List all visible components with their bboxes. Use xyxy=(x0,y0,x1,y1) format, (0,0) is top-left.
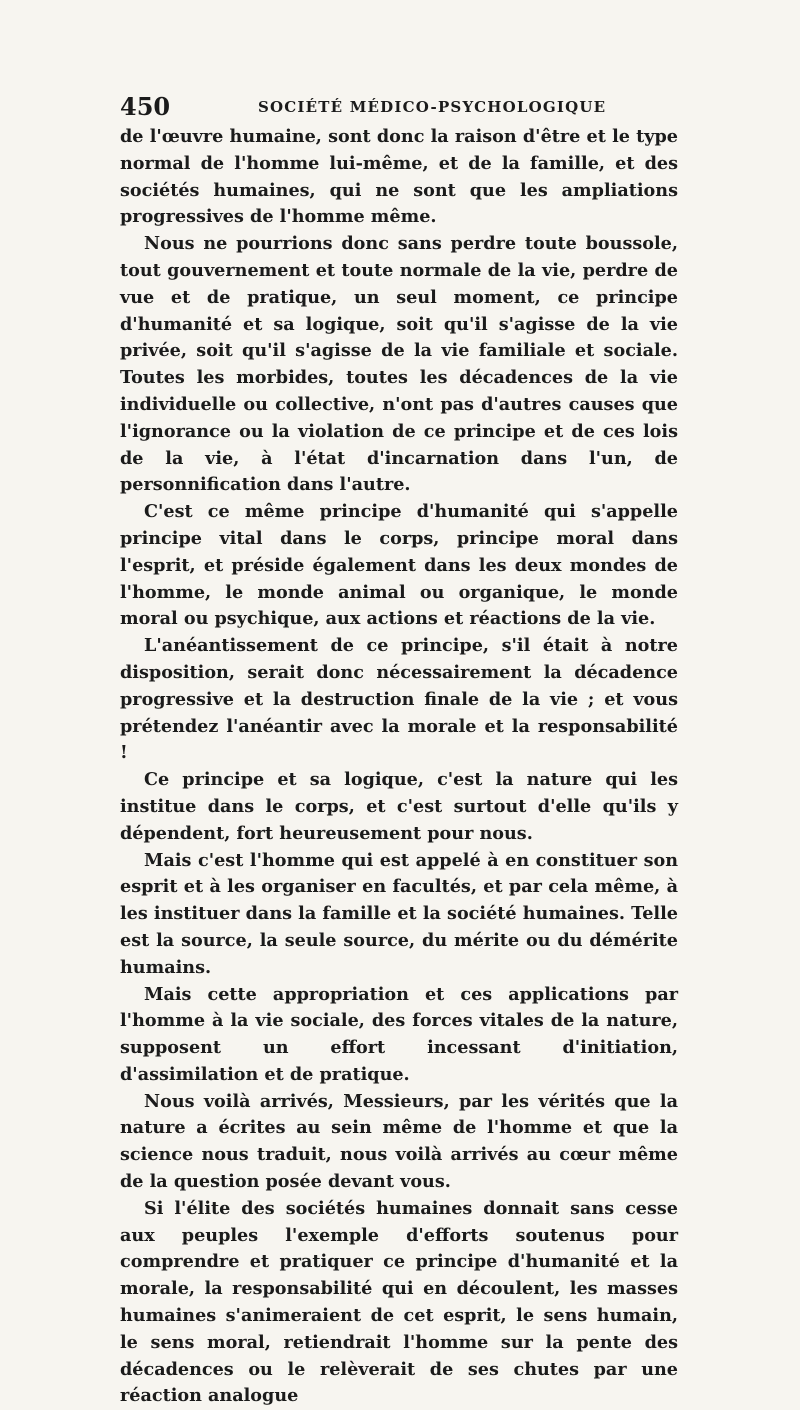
paragraph-4: L'anéantissement de ce principe, s'il était à notre disposition, serait donc nécessairement la décadence progressive et la destruction finale de la vie ; et vous prétendez l'anéantir avec la morale et la responsabilité ! xyxy=(120,635,678,764)
paragraph-7: Mais cette appropriation et ces applications par l'homme à la vie sociale, des forces vitales de la nature, supposent un effort incessant d'initiation, d'assimilation et de pratique. xyxy=(120,983,678,1085)
paragraph-5: Ce principe et sa logique, c'est la nature qui les institue dans le corps, et c'est surtout d'elle qu'ils y dépendent, fort heureusement pour nous. xyxy=(120,769,678,844)
paragraph-8: Nous voilà arrivés, Messieurs, par les vérités que la nature a écrites au sein même de l'homme et que la science nous traduit, nous voilà arrivés au cœur même de la question posée devant vous. xyxy=(120,1090,678,1193)
body-text xyxy=(120,124,678,1410)
running-title: SOCIÉTÉ MÉDICO-PSYCHOLOGIQUE xyxy=(258,98,607,116)
paragraph-9: Si l'élite des sociétés humaines donnait sans cesse aux peuples l'exemple d'efforts soutenus pour comprendre et pratiquer ce principe d'humanité et la morale, la responsabilité qui en découlent, les masses humaines s'animeraient de cet esprit, le sens humain, le sens moral, retiendrait l'homme sur la pente des décadences ou le relèverait de ses chutes par une réaction analogue xyxy=(120,1197,678,1407)
paragraph-6: Mais c'est l'homme qui est appelé à en constituer son esprit et à les organiser en facultés, et par cela même, à les instituer dans la famille et la société humaines. Telle est la source, la seule source, du mérite ou du démérite humains. xyxy=(120,849,678,978)
paragraph-3: C'est ce même principe d'humanité qui s'appelle principe vital dans le corps, principe moral dans l'esprit, et préside également dans les deux mondes de l'homme, le monde animal ou organique, le monde moral ou psychique, aux actions et réactions de la vie. xyxy=(120,501,678,630)
paragraph-2: Nous ne pourrions donc sans perdre toute boussole, tout gouvernement et toute normale de la vie, perdre de vue et de pratique, un seul moment, ce principe d'humanité et sa logique, soit qu'il s'agisse de la vie privée, soit qu'il s'agisse de la vie familiale et sociale. Toutes les morbides, toutes les décadences de la vie individuelle ou collective, n'ont pas d'autres causes que l'ignorance ou la violation de ce principe et de ces lois de la vie, à l'état d'incarnation dans l'un, de personnification dans l'autre. xyxy=(120,233,678,496)
paragraph-1: de l'œuvre humaine, sont donc la raison d'être et le type normal de l'homme lui-même, et de la famille, et des sociétés humaines, qui ne sont que les ampliations progressives de l'homme même. xyxy=(120,126,678,228)
page-header xyxy=(120,92,678,122)
page-number: 450 xyxy=(120,92,171,121)
